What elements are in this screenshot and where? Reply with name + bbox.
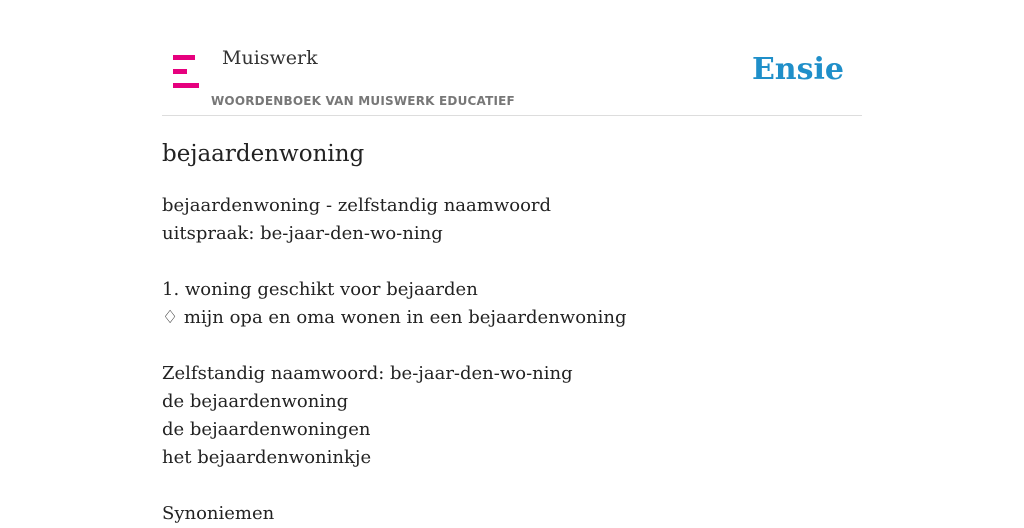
form-singular: de bejaardenwoning (162, 391, 349, 412)
muiswerk-logo-icon[interactable] (173, 55, 199, 88)
site-tagline: WOORDENBOEK VAN MUISWERK EDUCATIEF (211, 94, 515, 108)
spacer (162, 332, 862, 360)
pronunciation: uitspraak: be-jaar-den-wo-ning (162, 223, 443, 244)
example-sentence: ♢ mijn opa en oma wonen in een bejaardenwoning (162, 307, 627, 328)
form-plural: de bejaardenwoningen (162, 419, 371, 440)
page-title: bejaardenwoning (162, 141, 365, 167)
ensie-brand-logo[interactable]: Ensie (751, 52, 844, 87)
spacer (162, 472, 862, 500)
synonyms-heading: Synoniemen (162, 503, 275, 524)
site-header (162, 40, 862, 116)
definition: 1. woning geschikt voor bejaarden (162, 279, 478, 300)
dictionary-entry (162, 192, 862, 528)
forms-heading: Zelfstandig naamwoord: be-jaar-den-wo-ning (162, 363, 573, 384)
site-name[interactable]: Muiswerk (222, 47, 318, 69)
form-diminutive: het bejaardenwoninkje (162, 447, 372, 468)
headword-line: bejaardenwoning - zelfstandig naamwoord (162, 195, 552, 216)
spacer (162, 248, 862, 276)
